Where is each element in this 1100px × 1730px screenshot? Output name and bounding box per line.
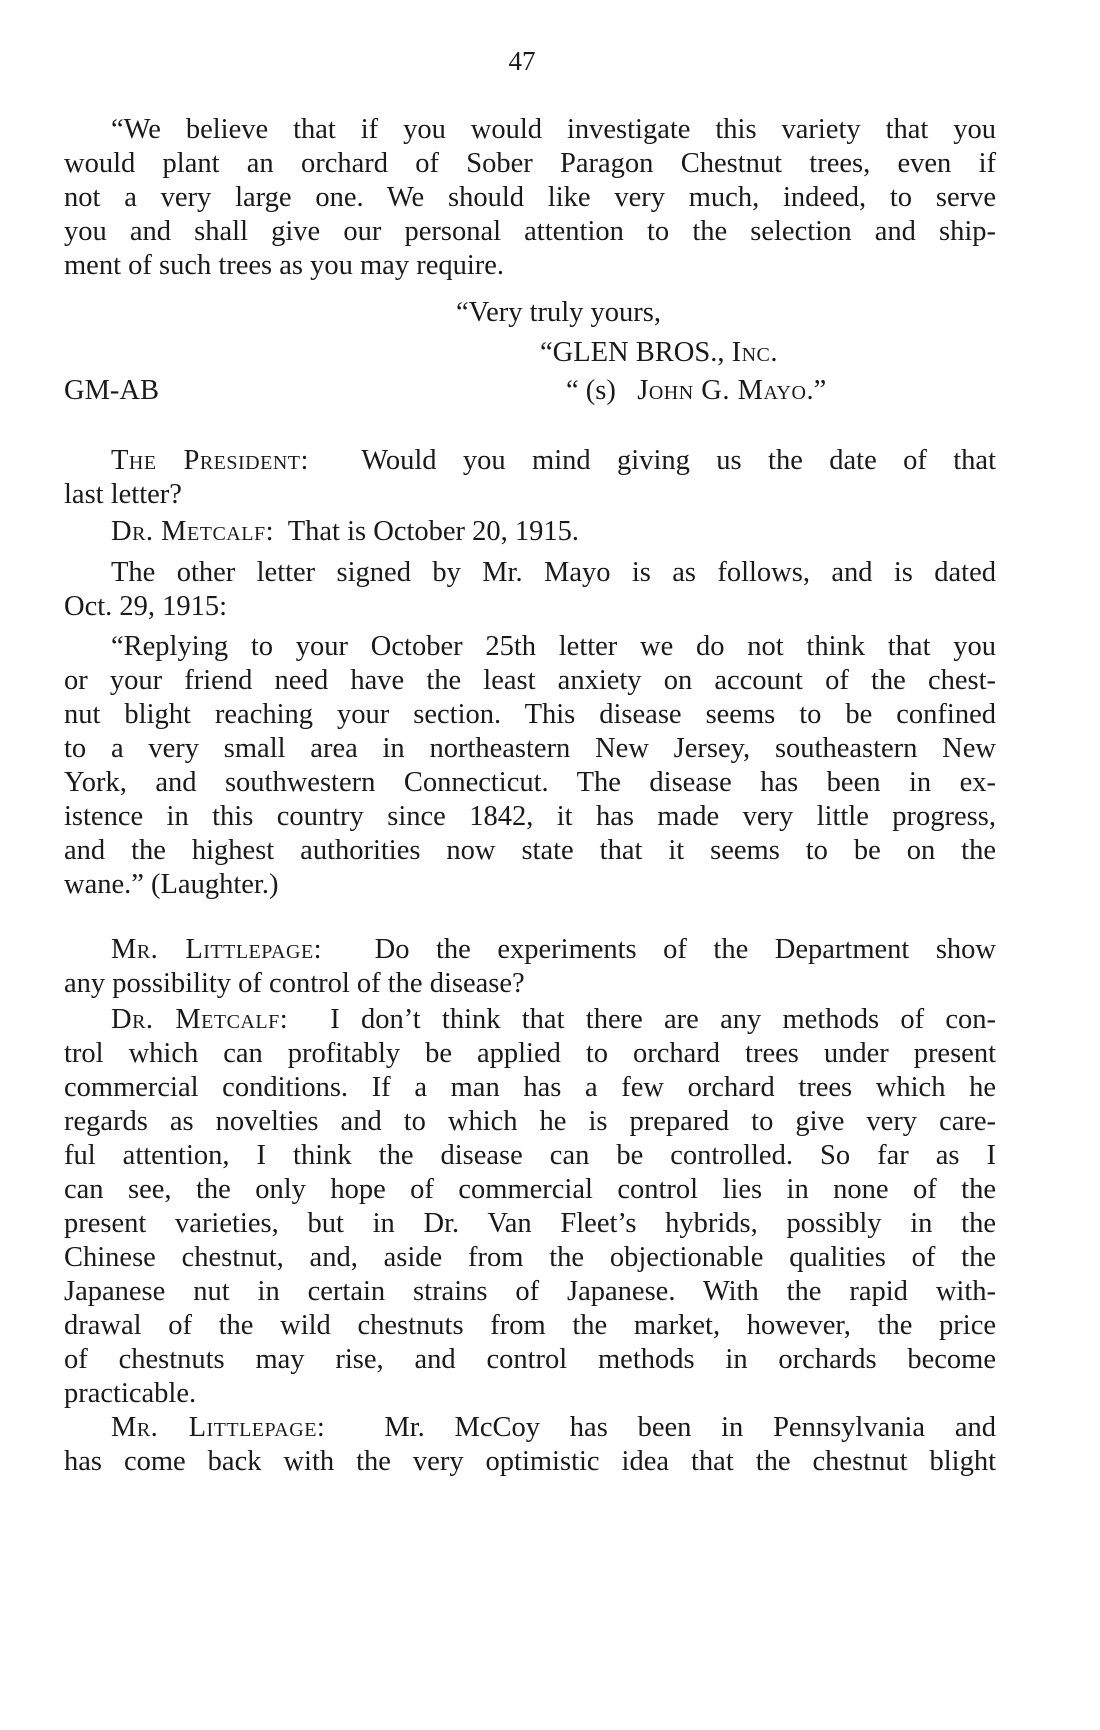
letter2-line: istence in this country since 1842, it has made very little progress,: [64, 801, 996, 832]
metcalf-reply-line: regards as novelties and to which he is prepared to give very care-: [64, 1106, 996, 1137]
littlepage-statement-cont: has come back with the very optimistic idea that the chestnut blight: [64, 1446, 996, 1477]
speaker-label: Dr. Metcalf: [111, 516, 266, 547]
intro-line: The other letter signed by Mr. Mayo is as follows, and is dated: [111, 557, 996, 588]
metcalf-reply-line: Japanese nut in certain strains of Japanese. With the rapid with-: [64, 1276, 996, 1307]
letter1-line: not a very large one. We should like very much, indeed, to serve: [64, 182, 996, 213]
speaker-label: Mr. Littlepage: [111, 934, 314, 965]
letter1-signature: “ (s) John G. Mayo.”: [566, 375, 827, 406]
metcalf-reply-line: ful attention, I think the disease can be controlled. So far as I: [64, 1140, 996, 1171]
metcalf-reply-line: can see, the only hope of commercial control lies in none of the: [64, 1174, 996, 1205]
letter2-line: nut blight reaching your section. This disease seems to be confined: [64, 699, 996, 730]
intro-line: Oct. 29, 1915:: [64, 591, 228, 622]
president-question-cont: last letter?: [64, 479, 182, 510]
speaker-label: Dr. Metcalf: [111, 1004, 280, 1035]
letter1-line: would plant an orchard of Sober Paragon Chestnut trees, even if: [64, 148, 996, 179]
speaker-label: Mr. Littlepage: [111, 1412, 317, 1443]
metcalf-answer: Dr. Metcalf: That is October 20, 1915.: [111, 516, 580, 547]
letter1-line: you and shall give our personal attention to the selection and ship-: [64, 216, 996, 247]
page-number: 47: [508, 46, 536, 76]
metcalf-reply-line: of chestnuts may rise, and control methods in orchards become: [64, 1344, 996, 1375]
metcalf-reply-line: trol which can profitably be applied to orchard trees under present: [64, 1038, 996, 1069]
letter1-closing: “Very truly yours,: [456, 297, 661, 328]
letter1-initials: GM-AB: [64, 375, 160, 406]
president-question: The President: Would you mind giving us the date of that: [111, 445, 996, 476]
metcalf-reply: Dr. Metcalf: I don’t think that there are any methods of con-: [111, 1004, 997, 1035]
letter1-line: “We believe that if you would investigate this variety that you: [111, 114, 996, 145]
metcalf-reply-line: present varieties, but in Dr. Van Fleet’s hybrids, possibly in the: [64, 1208, 996, 1239]
littlepage-question-cont: any possibility of control of the disease?: [64, 968, 525, 999]
metcalf-reply-line: commercial conditions. If a man has a few orchard trees which he: [64, 1072, 996, 1103]
letter2-line: wane.” (Laughter.): [64, 869, 279, 900]
letter2-line: or your friend need have the least anxiety on account of the chest-: [64, 665, 996, 696]
letter2-line: to a very small area in northeastern New Jersey, southeastern New: [64, 733, 996, 764]
letter1-line: ment of such trees as you may require.: [64, 250, 505, 281]
metcalf-reply-line: practicable.: [64, 1378, 197, 1409]
littlepage-statement: Mr. Littlepage: Mr. McCoy has been in Pennsylvania and: [111, 1412, 996, 1443]
metcalf-reply-line: Chinese chestnut, and, aside from the objectionable qualities of the: [64, 1242, 996, 1273]
speaker-label: The President: [111, 445, 301, 476]
letter2-line: “Replying to your October 25th letter we do not think that you: [111, 631, 996, 662]
metcalf-reply-line: drawal of the wild chestnuts from the market, however, the price: [64, 1310, 996, 1341]
letter2-line: York, and southwestern Connecticut. The disease has been in ex-: [64, 767, 996, 798]
letter2-line: and the highest authorities now state that it seems to be on the: [64, 835, 996, 866]
littlepage-question: Mr. Littlepage: Do the experiments of the Department show: [111, 934, 997, 965]
letter1-company: “GLEN BROS., Inc.: [540, 337, 778, 368]
